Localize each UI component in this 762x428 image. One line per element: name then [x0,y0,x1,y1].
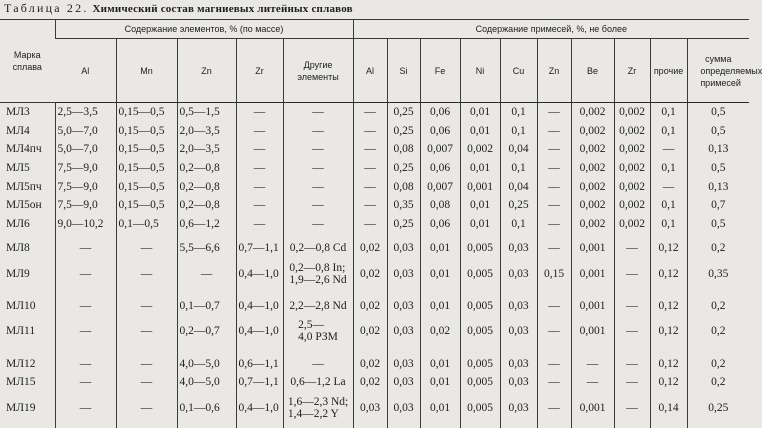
table-body [0,103,749,428]
header-col-label: Fe [434,65,446,76]
cell-si: 0,35 [387,196,420,215]
cell-mn: — [116,392,177,425]
cell-other: — [283,196,353,215]
table-row [0,215,749,234]
cell-misc: 0,14 [650,392,687,425]
cell-i-zr: 0,002 [614,122,650,141]
table-row [0,239,749,258]
cell-al: — [55,315,116,348]
cell-zr: — [236,215,283,234]
cell-misc: 0,12 [650,239,687,258]
cell-mn: — [116,258,177,291]
cell-other [283,258,353,291]
cell-ni: 0,005 [460,354,500,373]
header-col-label: прочие [653,65,684,76]
header-subcolumns [0,39,749,103]
header-col-label: Zn [201,65,212,76]
cell-mn: 0,15—0,5 [116,177,177,196]
header-col-10 [537,39,571,103]
header-col-3 [236,39,283,103]
cell-i-zr: — [614,392,650,425]
cell-al: 5,0—7,0 [55,122,116,141]
header-col-label: Zr [627,65,637,76]
alloy-composition-table [0,19,762,428]
cell-be: 0,001 [571,392,614,425]
cell-other [283,315,353,348]
cell-si: 0,25 [387,215,420,234]
cell-ni: 0,005 [460,297,500,316]
cell-zn: 0,5—1,5 [177,103,236,122]
cell-i-zr: — [614,239,650,258]
cell-fe: 0,06 [420,122,460,141]
cell-ni: 0,005 [460,258,500,291]
cell-zr: 0,4—1,0 [236,297,283,316]
cell-i-al: 0,02 [353,315,387,348]
cell-zn: 0,6—1,2 [177,215,236,234]
cell-si: 0,08 [387,140,420,159]
header-col-label: сумма определяемых примесей [700,53,762,88]
cell-misc: 0,1 [650,122,687,141]
header-col-label: Al [366,65,375,76]
cell-i-zn: — [537,373,571,392]
cell-ni: 0,01 [460,103,500,122]
cell-be: 0,001 [571,297,614,316]
cell-si: 0,03 [387,392,420,425]
cell-mn: 0,15—0,5 [116,196,177,215]
cell-si: 0,03 [387,239,420,258]
cell-other: 0,6—1,2 La [283,373,353,392]
cell-i-al: 0,02 [353,239,387,258]
table-row [0,103,749,122]
cell-mn: — [116,315,177,348]
cell-ni: 0,005 [460,373,500,392]
cell-grade: МЛ10 [6,300,36,313]
cell-misc: 0,1 [650,159,687,178]
table-row [0,140,749,159]
cell-sum: 0,13 [687,177,749,196]
cell-fe: 0,02 [420,315,460,348]
cell-si: 0,25 [387,159,420,178]
cell-misc: 0,12 [650,354,687,373]
cell-i-al: 0,02 [353,373,387,392]
cell-other: — [283,177,353,196]
cell-other: — [283,354,353,373]
cell-zr: 0,4—1,0 [236,315,283,348]
table-caption [4,1,353,16]
cell-zr: — [236,159,283,178]
cell-mn: — [116,354,177,373]
table-row [0,196,749,215]
cell-i-al: — [353,177,387,196]
cell-al: — [55,373,116,392]
cell-fe: 0,01 [420,392,460,425]
header-col-label: Ni [475,65,485,76]
cell-i-zn: — [537,177,571,196]
cell-other [283,392,353,425]
cell-zr: — [236,103,283,122]
header-col-label: Другие элементы [297,59,339,82]
cell-sum: 0,5 [687,103,749,122]
header-col-7 [420,39,460,103]
cell-i-zn: — [537,354,571,373]
cell-grade: МЛ4пч [6,143,42,156]
cell-i-zr: — [614,373,650,392]
header-col-9 [500,39,537,103]
cell-cu: 0,1 [500,215,537,234]
cell-fe: 0,01 [420,258,460,291]
cell-zr: 0,6—1,1 [236,354,283,373]
cell-sum: 0,7 [687,196,749,215]
cell-be: 0,001 [571,239,614,258]
cell-i-al: 0,03 [353,392,387,425]
cell-zr: — [236,140,283,159]
cell-i-zn: — [537,215,571,234]
cell-cu: 0,1 [500,159,537,178]
cell-si: 0,25 [387,122,420,141]
cell-zr: 0,4—1,0 [236,392,283,425]
cell-i-zn: — [537,297,571,316]
cell-sum: 0,2 [687,297,749,316]
cell-i-zr: 0,002 [614,177,650,196]
cell-other: — [283,215,353,234]
cell-misc: 0,1 [650,103,687,122]
cell-ni: 0,01 [460,122,500,141]
cell-mn: 0,15—0,5 [116,159,177,178]
cell-si: 0,03 [387,315,420,348]
cell-cu: 0,25 [500,196,537,215]
cell-zn: — [177,258,236,291]
header-grade: Марка сплава [0,20,55,103]
cell-si: 0,03 [387,297,420,316]
cell-grade: МЛ5 [6,162,30,175]
cell-other: — [283,103,353,122]
cell-i-zr: — [614,258,650,291]
header-col-14 [687,39,762,103]
cell-ni: 0,002 [460,140,500,159]
cell-i-al: — [353,196,387,215]
cell-other: 2,2—2,8 Nd [283,297,353,316]
cell-sum: 0,2 [687,354,749,373]
cell-i-zn: — [537,239,571,258]
cell-grade: МЛ5он [6,199,42,212]
cell-be: — [571,373,614,392]
cell-be: 0,002 [571,177,614,196]
header-col-label: Be [587,65,599,76]
cell-cu: 0,03 [500,373,537,392]
cell-grade: МЛ3 [6,106,30,119]
cell-i-zn: — [537,392,571,425]
table-row [0,258,749,291]
table-row [0,159,749,178]
cell-fe: 0,08 [420,196,460,215]
cell-i-zn: — [537,159,571,178]
cell-zr: 0,4—1,0 [236,258,283,291]
cell-fe: 0,007 [420,177,460,196]
cell-i-zr: 0,002 [614,140,650,159]
cell-al: 5,0—7,0 [55,140,116,159]
cell-mn: — [116,373,177,392]
cell-zn: 4,0—5,0 [177,354,236,373]
cell-grade: МЛ9 [6,267,30,280]
cell-grade: МЛ4 [6,124,30,137]
cell-i-al: — [353,140,387,159]
cell-al: — [55,354,116,373]
cell-be: 0,002 [571,215,614,234]
header-col-8 [460,39,500,103]
cell-ni: 0,001 [460,177,500,196]
cell-ni: 0,005 [460,392,500,425]
cell-other-text: 2,5— 4,0 РЗМ [298,319,338,344]
header-elements-group: Содержание элементов, % (по массе) [55,20,353,39]
cell-zn: 2,0—3,5 [177,140,236,159]
cell-sum: 0,2 [687,315,749,348]
cell-i-al: 0,02 [353,258,387,291]
cell-zr: — [236,196,283,215]
header-col-label: Zr [255,65,264,76]
header-col-label: Mn [140,65,153,76]
cell-zn: 0,2—0,8 [177,159,236,178]
cell-i-al: — [353,159,387,178]
cell-si: 0,08 [387,177,420,196]
cell-fe: 0,06 [420,103,460,122]
cell-other: — [283,122,353,141]
cell-be: 0,002 [571,140,614,159]
cell-fe: 0,01 [420,297,460,316]
cell-i-zn: — [537,140,571,159]
cell-zn: 4,0—5,0 [177,373,236,392]
cell-zn: 0,1—0,6 [177,392,236,425]
cell-misc: — [650,140,687,159]
cell-sum: 0,5 [687,159,749,178]
cell-sum: 0,5 [687,122,749,141]
cell-i-zr: — [614,297,650,316]
cell-other-text: 0,2—0,8 In; 1,9—2,6 Nd [289,261,347,286]
cell-zn: 0,1—0,7 [177,297,236,316]
table-row [0,392,749,425]
cell-be: 0,002 [571,196,614,215]
header-col-1 [116,39,177,103]
cell-si: 0,03 [387,373,420,392]
cell-sum: 0,2 [687,373,749,392]
cell-i-zr: — [614,354,650,373]
header-col-12 [614,39,650,103]
cell-be: 0,002 [571,103,614,122]
cell-i-al: — [353,103,387,122]
table-row [0,354,749,373]
table-row [0,315,749,348]
cell-sum: 0,35 [687,258,749,291]
cell-fe: 0,01 [420,354,460,373]
cell-cu: 0,04 [500,140,537,159]
cell-i-zr: 0,002 [614,103,650,122]
cell-cu: 0,03 [500,239,537,258]
table-row [0,373,749,392]
cell-fe: 0,06 [420,215,460,234]
cell-zn: 2,0—3,5 [177,122,236,141]
cell-al: 7,5—9,0 [55,196,116,215]
cell-mn: 0,15—0,5 [116,122,177,141]
row-end [0,425,749,428]
cell-i-zr: 0,002 [614,215,650,234]
cell-misc: 0,12 [650,315,687,348]
cell-zr: 0,7—1,1 [236,373,283,392]
cell-grade: МЛ6 [6,217,30,230]
cell-si: 0,03 [387,258,420,291]
cell-be: 0,001 [571,258,614,291]
cell-misc: 0,1 [650,215,687,234]
cell-misc: 0,12 [650,297,687,316]
table-row [0,297,749,316]
cell-fe: 0,01 [420,239,460,258]
header-col-13 [650,39,687,103]
header-col-6 [387,39,420,103]
cell-al: — [55,239,116,258]
cell-be: 0,002 [571,159,614,178]
cell-grade: МЛ8 [6,242,30,255]
cell-zn: 5,5—6,6 [177,239,236,258]
cell-si: 0,25 [387,103,420,122]
header-col-5 [353,39,387,103]
header-col-11 [571,39,614,103]
cell-other: 0,2—0,8 Cd [283,239,353,258]
cell-mn: 0,15—0,5 [116,140,177,159]
cell-grade: МЛ11 [6,325,36,338]
cell-zn: 0,2—0,8 [177,177,236,196]
cell-cu: 0,1 [500,122,537,141]
cell-be: 0,002 [571,122,614,141]
cell-zr: — [236,177,283,196]
cell-ni: 0,01 [460,215,500,234]
table-number: Таблица 22. [4,1,89,15]
cell-al: 7,5—9,0 [55,159,116,178]
header-col-0 [55,39,116,103]
cell-fe: 0,007 [420,140,460,159]
cell-grade: МЛ12 [6,357,36,370]
cell-mn: — [116,297,177,316]
cell-al: 9,0—10,2 [55,215,116,234]
cell-cu: 0,1 [500,103,537,122]
cell-i-al: 0,02 [353,354,387,373]
cell-misc: 0,1 [650,196,687,215]
cell-i-al: — [353,215,387,234]
cell-sum: 0,13 [687,140,749,159]
cell-mn: 0,15—0,5 [116,103,177,122]
cell-cu: 0,04 [500,177,537,196]
table-row [0,122,749,141]
cell-other: — [283,140,353,159]
cell-zr: — [236,122,283,141]
cell-al: 2,5—3,5 [55,103,116,122]
cell-i-zn: — [537,103,571,122]
cell-fe: 0,06 [420,159,460,178]
header-col-label: Zn [548,65,560,76]
cell-i-zn: — [537,196,571,215]
cell-ni: 0,005 [460,315,500,348]
cell-zn: 0,2—0,8 [177,196,236,215]
cell-other-text: 1,6—2,3 Nd; 1,4—2,2 Y [287,395,349,420]
cell-sum: 0,5 [687,215,749,234]
cell-ni: 0,01 [460,159,500,178]
cell-grade: МЛ19 [6,401,36,414]
cell-be: 0,001 [571,315,614,348]
cell-i-zn: — [537,122,571,141]
cell-si: 0,03 [387,354,420,373]
cell-zr: 0,7—1,1 [236,239,283,258]
cell-zn: 0,2—0,7 [177,315,236,348]
cell-ni: 0,01 [460,196,500,215]
header-impurities-group: Содержание примесей, %, не более [353,20,749,39]
cell-al: — [55,258,116,291]
cell-i-zr: 0,002 [614,196,650,215]
cell-i-al: 0,02 [353,297,387,316]
header-col-label: Si [399,65,408,76]
table-header [0,20,762,103]
cell-mn: 0,1—0,5 [116,215,177,234]
cell-grade: МЛ5пч [6,180,42,193]
cell-fe: 0,01 [420,373,460,392]
cell-sum: 0,25 [687,392,749,425]
header-col-label: Al [81,65,90,76]
cell-cu: 0,03 [500,297,537,316]
cell-al: — [55,297,116,316]
cell-misc: 0,12 [650,258,687,291]
cell-grade: МЛ15 [6,376,36,389]
cell-cu: 0,03 [500,392,537,425]
cell-cu: 0,03 [500,354,537,373]
cell-i-zn: 0,15 [537,258,571,291]
header-col-4 [283,39,353,103]
cell-i-al: — [353,122,387,141]
cell-other: — [283,159,353,178]
cell-cu: 0,03 [500,315,537,348]
cell-al: 7,5—9,0 [55,177,116,196]
cell-ni: 0,005 [460,239,500,258]
cell-sum: 0,2 [687,239,749,258]
cell-al: — [55,392,116,425]
header-col-label: Cu [512,65,525,76]
table-title: Химический состав магниевых литейных сплавов [92,3,353,15]
table-row [0,177,749,196]
cell-i-zr: — [614,315,650,348]
cell-be: — [571,354,614,373]
cell-mn: — [116,239,177,258]
cell-i-zn: — [537,315,571,348]
cell-cu: 0,03 [500,258,537,291]
header-col-2 [177,39,236,103]
cell-misc: 0,12 [650,373,687,392]
cell-misc: — [650,177,687,196]
cell-i-zr: 0,002 [614,159,650,178]
